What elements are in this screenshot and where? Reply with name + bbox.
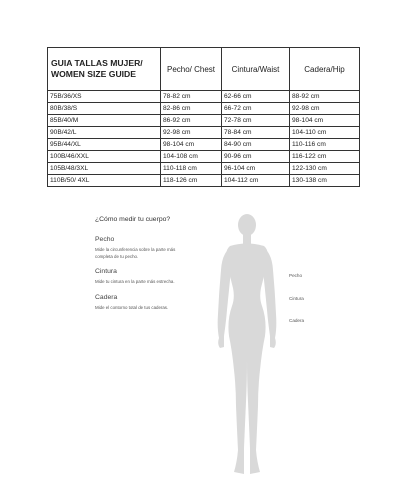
waist-cell: 96-104 cm <box>222 163 290 175</box>
table-row <box>48 139 360 151</box>
waist-description <box>95 278 175 285</box>
chest-cell: 98-104 cm <box>161 139 222 151</box>
table-header-row <box>48 48 360 91</box>
waist-cell: 78-84 cm <box>222 127 290 139</box>
table-title <box>48 48 161 91</box>
silhouette-shape <box>218 214 277 474</box>
figure-label-chest: Pecho <box>289 273 303 278</box>
waist-description-line-1: Mide tu cintura en la parte más estrecha. <box>95 279 175 284</box>
hip-description <box>95 304 168 311</box>
waist-cell: 84-90 cm <box>222 139 290 151</box>
size-cell: 75B/36/XS <box>48 91 161 103</box>
hip-cell: 110-116 cm <box>290 139 360 151</box>
size-cell: 110B/50/ 4XL <box>48 175 161 187</box>
table-row <box>48 163 360 175</box>
silhouette-body <box>226 244 268 475</box>
column-header-hip: Cadera/Hip <box>290 48 360 91</box>
table-row <box>48 127 360 139</box>
chest-cell: 86-92 cm <box>161 115 222 127</box>
hip-cell: 130-138 cm <box>290 175 360 187</box>
waist-cell: 72-78 cm <box>222 115 290 127</box>
silhouette-head <box>238 214 256 236</box>
waist-cell: 62-66 cm <box>222 91 290 103</box>
body-silhouette-icon <box>200 210 290 490</box>
table-title-line-2: WOMEN SIZE GUIDE <box>51 69 136 79</box>
column-header-chest: Pecho/ Chest <box>161 48 222 91</box>
hip-cell: 88-92 cm <box>290 91 360 103</box>
chest-title: Pecho <box>95 236 115 243</box>
figure-label-hip: Cadera <box>289 318 305 323</box>
hip-description-line-1: Mide el contorno total de tus caderas. <box>95 305 169 310</box>
size-cell: 95B/44/XL <box>48 139 161 151</box>
chest-description-line-1: Mide la circunferencia sobre la parte más <box>95 247 176 252</box>
chest-cell: 78-82 cm <box>161 91 222 103</box>
size-cell: 85B/40/M <box>48 115 161 127</box>
chest-cell: 118-126 cm <box>161 175 222 187</box>
size-guide-table <box>47 47 360 187</box>
chest-cell: 104-108 cm <box>161 151 222 163</box>
size-cell: 80B/38/S <box>48 103 161 115</box>
waist-cell: 104-112 cm <box>222 175 290 187</box>
waist-title: Cintura <box>95 268 117 275</box>
chest-description-line-2: completa de tu pecho. <box>95 254 139 259</box>
hip-cell: 92-98 cm <box>290 103 360 115</box>
size-cell: 90B/42/L <box>48 127 161 139</box>
table-title-line-1: GUIA TALLAS MUJER/ <box>51 58 143 68</box>
hip-title: Cadera <box>95 294 118 301</box>
table-row <box>48 175 360 187</box>
waist-cell: 90-96 cm <box>222 151 290 163</box>
chest-cell: 92-98 cm <box>161 127 222 139</box>
hip-cell: 122-130 cm <box>290 163 360 175</box>
table-row <box>48 151 360 163</box>
hip-cell: 104-110 cm <box>290 127 360 139</box>
size-cell: 105B/48/3XL <box>48 163 161 175</box>
figure-label-waist: Cintura <box>289 296 304 301</box>
measure-question: ¿Cómo medir tu cuerpo? <box>95 216 171 223</box>
chest-description <box>95 246 175 260</box>
silhouette-neck <box>243 234 251 244</box>
size-cell: 100B/46/XXL <box>48 151 161 163</box>
hip-cell: 98-104 cm <box>290 115 360 127</box>
table-row <box>48 103 360 115</box>
chest-cell: 82-86 cm <box>161 103 222 115</box>
waist-cell: 66-72 cm <box>222 103 290 115</box>
hip-cell: 116-122 cm <box>290 151 360 163</box>
column-header-waist: Cintura/Waist <box>222 48 290 91</box>
table-row <box>48 91 360 103</box>
chest-cell: 110-118 cm <box>161 163 222 175</box>
table-row <box>48 115 360 127</box>
